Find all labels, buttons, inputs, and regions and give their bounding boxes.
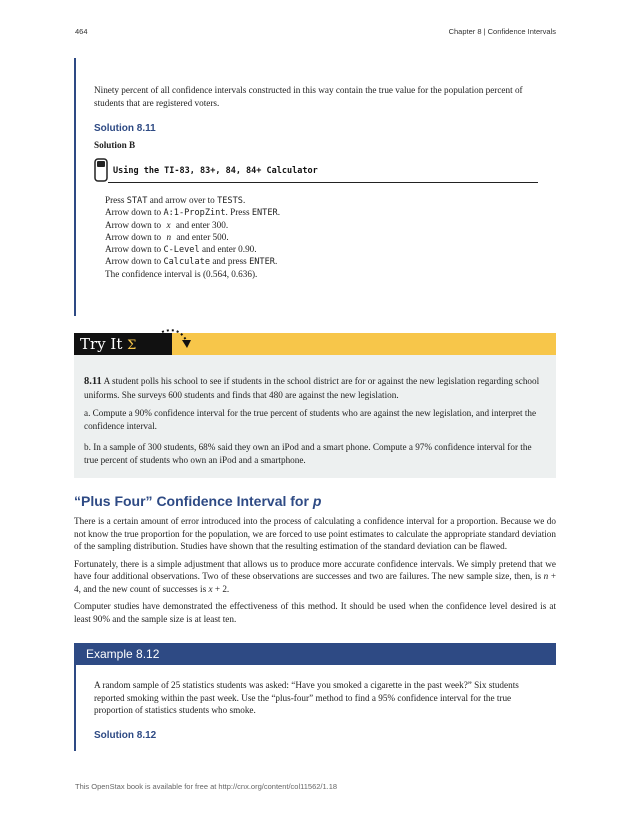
enter-key-2: ENTER [249, 257, 275, 268]
stat-key: STAT [126, 196, 148, 206]
step-4-end: and enter 500. [174, 231, 229, 242]
p2-text-c: + 2. [212, 583, 230, 594]
paragraph-3: Computer studies have demonstrated the effectiveness of this method. It should be used when the confidence level desired is at least 90% and the sample size is at least ten. [74, 601, 556, 624]
calculator-steps [105, 194, 545, 280]
solution-8-12-title: Solution 8.12 [94, 730, 157, 741]
step-6 [105, 255, 545, 267]
step-3 [105, 219, 545, 231]
try-it-problem [84, 366, 546, 410]
paragraph-1: There is a certain amount of error introduced into the process of calculating a confidence interval for a proportion. Because we do not know the true proportion for the population, we are forced to use point estimates to calculate the appropriate standard deviation of the sampling distribution. Studies have shown that the resulting estimation of the standard deviation can be flawed. [74, 516, 556, 551]
step-6-end: . [274, 256, 278, 267]
calculator-icon [94, 158, 108, 182]
step-1-text-2: and arrow over to [147, 195, 218, 205]
example-banner: Example 8.12 [74, 643, 556, 665]
plus-four-title-var: p [312, 493, 322, 509]
step-3-end: and enter 300. [173, 219, 229, 230]
footer-text: This OpenStax book is available for free at http://cnx.org/content/col11562/1.18 [75, 782, 338, 791]
p2-var-n: n [543, 571, 549, 581]
plus-four-heading [74, 493, 321, 509]
step-5 [105, 243, 545, 255]
propzint-key: A:1-PropZint [163, 208, 226, 219]
step-1-text: Press [105, 195, 127, 205]
step-4-text: Arrow down to [105, 231, 164, 242]
calculator-heading-rule [108, 182, 538, 183]
page-number: 464 [75, 27, 88, 36]
step-2 [105, 206, 545, 218]
solution-8-11-title: Solution 8.11 [94, 123, 156, 134]
clevel-key: C-Level [163, 245, 200, 256]
p2-var-x: x [208, 583, 213, 594]
try-it-part-b: b. In a sample of 300 students, 68% said they own an iPod and a smart phone. Compute a 97% confidence interval for the true percent of students who own an iPod and a smartphone. [84, 442, 532, 465]
intro-paragraph: Ninety percent of all confidence intervals constructed in this way contain the true value for the population percent of students that are registered voters. [94, 85, 523, 108]
var-x: x [166, 219, 171, 230]
enter-key: ENTER [251, 208, 278, 219]
step-1 [105, 194, 545, 206]
chapter-title: Chapter 8 | Confidence Intervals [448, 27, 556, 36]
step-4 [105, 231, 545, 243]
example-side-bar [74, 665, 76, 751]
solution-b-label: Solution B [94, 140, 136, 150]
plus-four-body [74, 515, 556, 630]
step-1-end: . [242, 195, 246, 205]
step-2-text-2: . Press [225, 207, 252, 218]
sigma-icon: Σ [127, 338, 137, 353]
solution-side-bar [74, 58, 76, 316]
example-text: A random sample of 25 statistics students was asked: “Have you smoked a cigarette in the past week?” Six students reported smoking within the past week. Use the “plus-four” method to find a 95% confidence interval for the true proportion of statistics students who smoke. [94, 680, 519, 715]
try-it-number: 8.11 [84, 376, 102, 388]
step-6-text: Arrow down to [105, 256, 164, 267]
step-3-text: Arrow down to [105, 219, 164, 230]
paragraph-2 [74, 558, 556, 596]
plus-four-title: “Plus Four” Confidence Interval for [74, 493, 313, 509]
dotted-arrow-icon [158, 326, 194, 352]
step-7: The confidence interval is (0.564, 0.636). [105, 268, 258, 279]
try-it-part-a: a. Compute a 90% confidence interval for the true percent of students who are against the new legislation, and interpret the confidence interval. [84, 408, 537, 431]
p2-text-a: Fortunately, there is a simple adjustment that allows us to produce more accurate confidence intervals. We simply pretend that we have four additional observations. Two of these observations are successes and two are failures. The new sample size, then, is [74, 558, 556, 581]
calculate-key: Calculate [163, 257, 211, 268]
step-6-text-2: and press [210, 256, 250, 267]
calculator-heading: Using the TI-83, 83+, 84, 84+ Calculator [113, 166, 318, 176]
step-5-end: and enter 0.90. [199, 244, 257, 255]
step-2-text: Arrow down to [105, 207, 164, 218]
step-5-text: Arrow down to [105, 244, 164, 255]
step-2-end: . [277, 207, 280, 218]
tests-key: TESTS [217, 196, 243, 206]
try-it-problem-text: A student polls his school to see if students in the school district are for or against the new legislation regarding school uniforms. She surveys 600 students and finds that 480 are against the new legislation. [84, 376, 540, 400]
p2-text-b: + 4, and the new count of successes is [74, 571, 557, 594]
var-n: n [166, 231, 172, 242]
try-it-text: Try It [80, 335, 123, 353]
